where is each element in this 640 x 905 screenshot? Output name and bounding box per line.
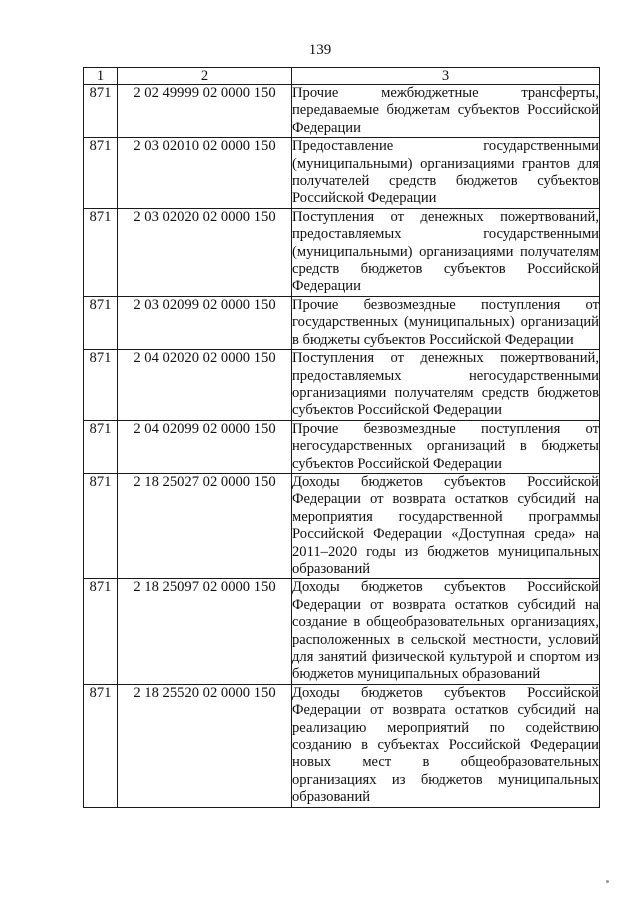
table-row: [84, 296, 600, 349]
budget-code-cell: 2 02 49999 02 0000 150: [118, 85, 292, 138]
table-row: [84, 85, 600, 138]
budget-code-cell: 2 03 02010 02 0000 150: [118, 138, 292, 209]
table-row: [84, 208, 600, 296]
header-col-3: 3: [292, 68, 600, 85]
admin-code-cell: 871: [84, 208, 118, 296]
admin-code-cell: 871: [84, 296, 118, 349]
budget-code-cell: 2 04 02020 02 0000 150: [118, 350, 292, 421]
admin-code-cell: 871: [84, 684, 118, 807]
income-name-cell: Прочие межбюджетные трансферты, передаваемые бюджетам субъектов Российской Федерации: [292, 85, 599, 136]
income-name-cell: Прочие безвозмездные поступления от государственных (муниципальных) организаций в бюджеты субъектов Российской Федерации: [292, 296, 599, 348]
budget-code-cell: 2 03 02020 02 0000 150: [118, 208, 292, 296]
table-row: [84, 420, 600, 473]
table-row: [84, 473, 600, 578]
income-name-cell: Прочие безвозмездные поступления от негосударственных организаций в бюджеты субъектов Российской Федерации: [292, 420, 599, 472]
budget-code-cell: 2 18 25027 02 0000 150: [118, 473, 292, 578]
income-name-cell: Доходы бюджетов субъектов Российской Федерации от возврата остатков субсидий на мероприятия государственной программы Российской Федерации «Доступная среда» на 2011–2020 годы из бюджетов муниципальных образований: [292, 473, 599, 577]
income-name-cell: Предоставление государственными (муниципальными) организациями грантов для получателей средств бюджетов субъектов Российской Федерации: [292, 138, 599, 207]
income-name-cell: Поступления от денежных пожертвований, предоставляемых негосударственными организациями получателям средств бюджетов субъектов Российской Федерации: [292, 350, 599, 419]
table-row: [84, 350, 600, 421]
income-name-cell: Поступления от денежных пожертвований, предоставляемых государственными (муниципальными) организациями получателям средств бюджетов субъектов Российской Федерации: [292, 208, 599, 295]
budget-code-cell: 2 03 02099 02 0000 150: [118, 296, 292, 349]
admin-code-cell: 871: [84, 579, 118, 684]
income-name-cell: Доходы бюджетов субъектов Российской Федерации от возврата остатков субсидий на создание в общеобразовательных организациях, расположенных в сельской местности, условий для занятий физической культурой и спортом из бюджетов муниципальных образований: [292, 579, 599, 683]
header-row: [84, 68, 600, 85]
admin-code-cell: 871: [84, 420, 118, 473]
budget-code-cell: 2 04 02099 02 0000 150: [118, 420, 292, 473]
table-row: [84, 579, 600, 684]
header-col-2: 2: [118, 68, 292, 85]
page-number: 139: [308, 42, 332, 58]
admin-code-cell: 871: [84, 138, 118, 209]
scan-speck: [606, 880, 609, 883]
admin-code-cell: 871: [84, 350, 118, 421]
budget-codes-table: [83, 67, 600, 808]
table-body: [84, 85, 600, 808]
budget-code-cell: 2 18 25520 02 0000 150: [118, 684, 292, 807]
table-header: [84, 68, 600, 85]
admin-code-cell: 871: [84, 85, 118, 138]
header-col-1: 1: [84, 68, 118, 85]
budget-code-cell: 2 18 25097 02 0000 150: [118, 579, 292, 684]
table-row: [84, 138, 600, 209]
income-name-cell: Доходы бюджетов субъектов Российской Федерации от возврата остатков субсидий на реализацию мероприятий по содействию созданию в субъектах Российской Федерации новых мест в общеобразовательных организациях из бюджетов муниципальных образований: [292, 684, 599, 806]
admin-code-cell: 871: [84, 473, 118, 578]
table-row: [84, 684, 600, 807]
